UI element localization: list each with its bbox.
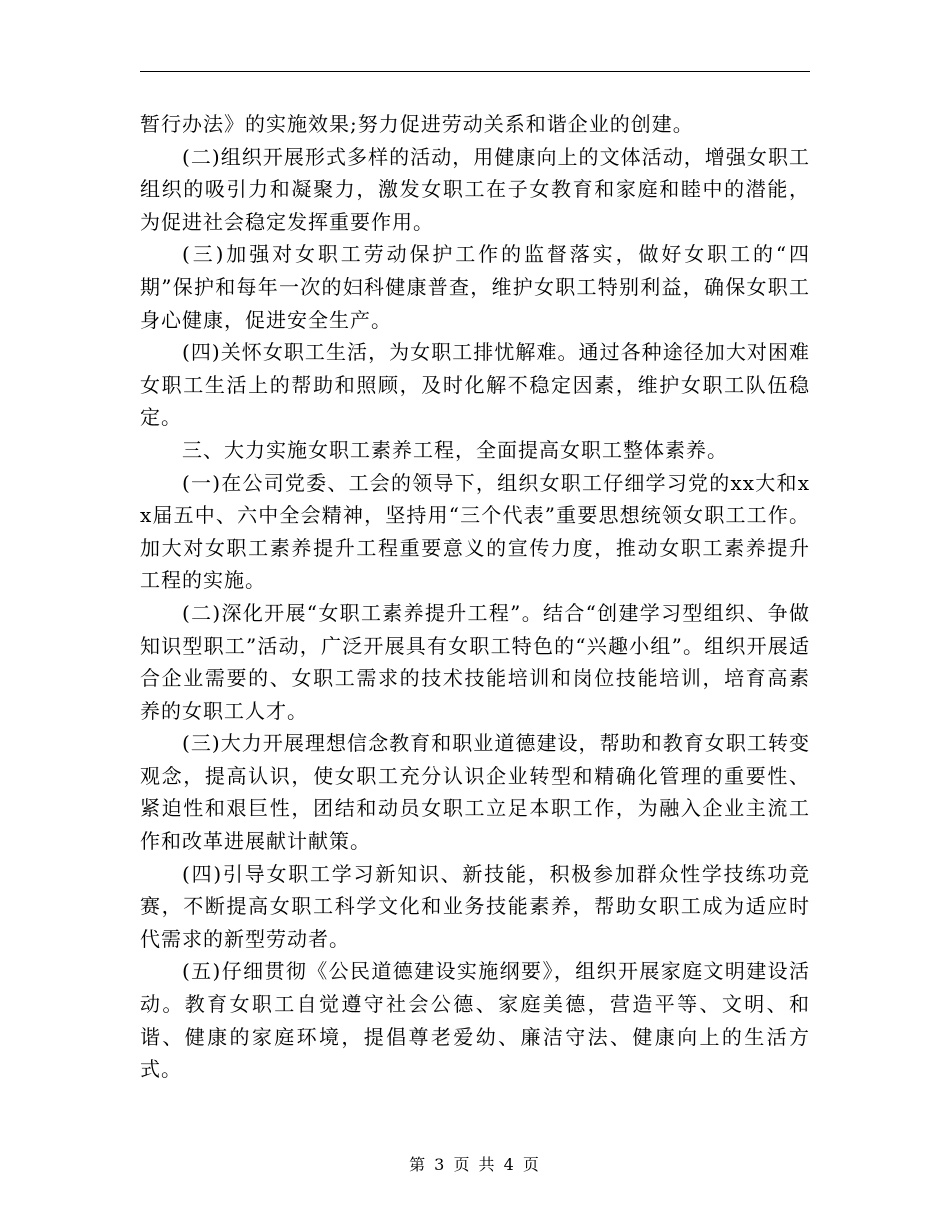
paragraph-1: 暂行办法》的实施效果;努力促进劳动关系和谐企业的创建。 bbox=[140, 112, 694, 136]
paragraph-2: (二)组织开展形式多样的活动，用健康向上的文体活动，增强女职工组织的吸引力和凝聚力，激发女职工在子女教育和家庭和睦中的潜能，为促进社会稳定发挥重要作用。 bbox=[140, 144, 810, 234]
paragraph-9: (四)引导女职工学习新知识、新技能，积极参加群众性学技练功竞赛，不断提高女职工科学文化和业务技能素养，帮助女职工成为适应时代需求的新型劳动者。 bbox=[140, 861, 810, 951]
header-rule bbox=[140, 71, 810, 72]
paragraph-4: (四)关怀女职工生活，为女职工排忧解难。通过各种途径加大对困难女职工生活上的帮助和照顾，及时化解不稳定因素，维护女职工队伍稳定。 bbox=[140, 340, 810, 430]
paragraph-10: (五)仔细贯彻《公民道德建设实施纲要》，组织开展家庭文明建设活动。教育女职工自觉遵守社会公德、家庭美德，营造平等、文明、和谐、健康的家庭环境，提倡尊老爱幼、廉洁守法、健康向上的生活方式。 bbox=[140, 959, 810, 1082]
document-body bbox=[140, 108, 810, 1086]
section-heading-3: 三、大力实施女职工素养工程，全面提高女职工整体素养。 bbox=[182, 437, 728, 462]
paragraph-3: (三)加强对女职工劳动保护工作的监督落实，做好女职工的“四期”保护和每年一次的妇科健康普查，维护女职工特别利益，确保女职工身心健康，促进安全生产。 bbox=[140, 242, 810, 332]
paragraph-8: (三)大力开展理想信念教育和职业道德建设，帮助和教育女职工转变观念，提高认识，使女职工充分认识企业转型和精确化管理的重要性、紧迫性和艰巨性，团结和动员女职工立足本职工作，为融入企业主流工作和改革进展献计献策。 bbox=[140, 731, 810, 854]
paragraph-7: (二)深化开展“女职工素养提升工程”。结合“创建学习型组织、争做知识型职工”活动，广泛开展具有女职工特色的“兴趣小组”。组织开展适合企业需要的、女职工需求的技术技能培训和岗位技能培训，培育高素养的女职工人才。 bbox=[140, 600, 810, 723]
paragraph-6: (一)在公司党委、工会的领导下，组织女职工仔细学习党的xx大和xx届五中、六中全会精神，坚持用“三个代表”重要思想统领女职工工作。加大对女职工素养提升工程重要意义的宣传力度，推动女职工素养提升工程的实施。 bbox=[140, 470, 810, 593]
page-footer: 第 3 页 共 4 页 bbox=[409, 1155, 541, 1174]
